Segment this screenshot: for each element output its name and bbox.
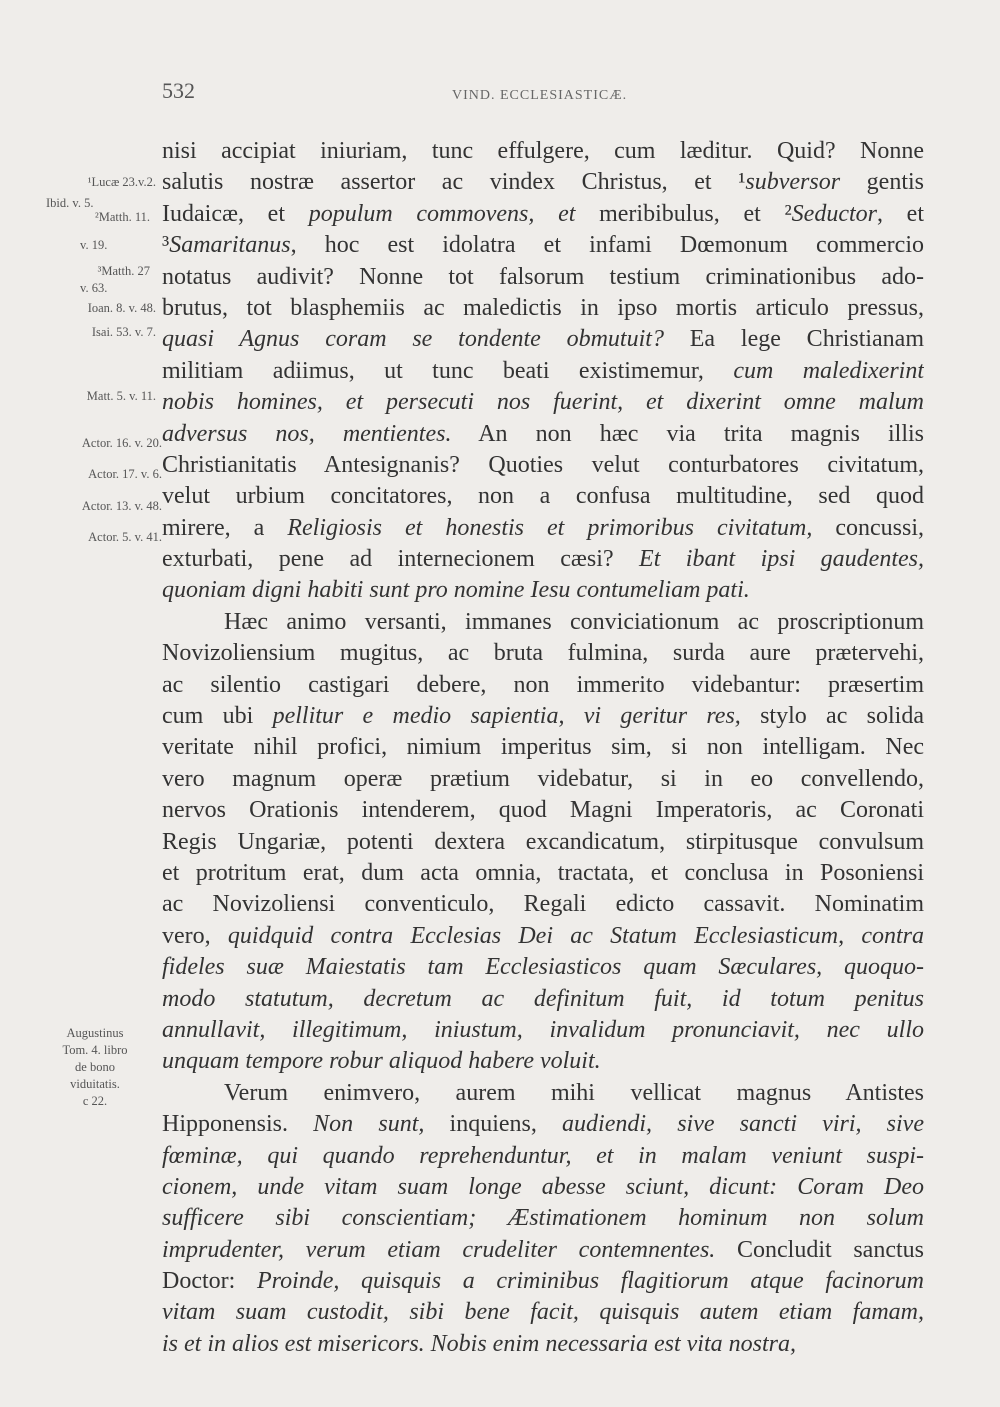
- text-line: [162, 1078, 924, 1109]
- italic-text: quoniam digni habiti sunt pro nomine Iesu contumeliam pati.: [162, 577, 750, 604]
- text-run: et protritum erat, dum acta omnia, tractata, et conclusa in Posoniensi: [162, 859, 924, 886]
- text-line: [162, 167, 924, 198]
- italic-text: Seductor: [791, 200, 877, 227]
- italic-text: subversor: [745, 169, 841, 196]
- margin-note: Matt. 5. v. 11.: [86, 389, 156, 403]
- text-run: gentis: [840, 169, 924, 196]
- margin-note: de bono: [75, 1060, 115, 1074]
- text-run: notatus audivit? Nonne tot falsorum testium criminationibus ado-: [162, 263, 924, 290]
- text-line: [162, 1015, 924, 1046]
- text-run: Hæc animo versanti, immanes conviciationum ac proscriptionum: [224, 608, 924, 635]
- italic-text: is et in alios est misericors. Nobis enim necessaria est vita nostra,: [162, 1330, 796, 1357]
- text-line: [162, 1266, 924, 1297]
- text-line: [162, 387, 924, 418]
- margin-note: ²Matth. 11.: [94, 210, 150, 224]
- text-run: Doctor:: [162, 1268, 257, 1295]
- italic-text: cum maledixerint: [733, 357, 924, 384]
- margin-note: Isai. 53. v. 7.: [91, 325, 156, 339]
- text-run: , hoc est idolatra et infami Dœmonum commercio: [290, 232, 924, 259]
- italic-text: fœminæ, qui quando reprehenduntur, et in malam veniunt suspi-: [162, 1142, 924, 1169]
- text-run: concussi,: [812, 514, 924, 541]
- text-line: [162, 450, 924, 481]
- margin-note: Actor. 5. v. 41.: [88, 530, 162, 544]
- text-run: stylo ac solida: [740, 703, 924, 730]
- text-run: Iudaicæ, et: [162, 200, 309, 227]
- italic-text: nobis homines, et persecuti nos fuerint, et dixerint omne malum: [162, 389, 924, 416]
- italic-text: audiendi, sive sancti viri, sive: [562, 1111, 924, 1138]
- text-line: [162, 262, 924, 293]
- text-run: militiam adiimus, ut tunc beati existimemur,: [162, 357, 734, 384]
- text-run: Concludit sanctus: [715, 1236, 924, 1263]
- text-line: [162, 199, 924, 230]
- text-run: salutis nostræ assertor ac vindex Christus, et ¹: [162, 169, 746, 196]
- text-run: Ea lege Christianam: [663, 326, 924, 353]
- text-run: veritate nihil profici, nimium imperitus sim, si non intelligam. Nec: [162, 734, 924, 761]
- text-line: [162, 544, 924, 575]
- text-run: brutus, tot blasphemiis ac maledictis in ipso mortis articulo pressus,: [162, 294, 924, 321]
- margin-note: Ioan. 8. v. 48.: [87, 301, 156, 315]
- margin-note: ³Matth. 27: [97, 264, 150, 278]
- italic-text: pellitur e medio sapientia, vi geritur res,: [272, 703, 741, 730]
- italic-text: imprudenter, verum etiam crudeliter contemnentes.: [162, 1236, 716, 1263]
- italic-text: sufficere sibi conscientiam; Æstimationem hominum non solum: [162, 1205, 924, 1232]
- page-number: 532: [162, 78, 195, 103]
- text-line: [162, 575, 924, 606]
- text-run: , et: [876, 200, 924, 227]
- text-line: [162, 481, 924, 512]
- text-run: Novizoliensium mugitus, ac bruta fulmina, surda aure prætervehi,: [162, 640, 924, 667]
- text-run: mirere, a: [162, 514, 288, 541]
- text-line: [162, 858, 924, 889]
- text-line: [162, 1046, 924, 1077]
- text-line: [162, 513, 924, 544]
- body-text: [162, 136, 924, 1360]
- text-line: [162, 984, 924, 1015]
- text-line: [162, 324, 924, 355]
- margin-note: Tom. 4. libro: [62, 1043, 128, 1057]
- text-line: [162, 1235, 924, 1266]
- text-line: [162, 419, 924, 450]
- italic-text: quidquid contra Ecclesias Dei ac Statum Ecclesiasticum, contra: [227, 922, 924, 949]
- text-line: [162, 827, 924, 858]
- italic-text: fideles suæ Maiestatis tam Ecclesiasticos quam Sæculares, quoquo-: [162, 954, 924, 981]
- italic-text: Non sunt,: [313, 1111, 425, 1138]
- text-run: ac silentio castigari debere, non immerito videbantur: præsertim: [162, 671, 924, 698]
- italic-text: unquam tempore robur aliquod habere voluit.: [162, 1048, 601, 1075]
- text-line: [162, 1141, 924, 1172]
- text-line: [162, 1203, 924, 1234]
- italic-text: quasi Agnus coram se tondente obmutuit?: [162, 326, 664, 353]
- text-line: [162, 921, 924, 952]
- margin-note: Actor. 16. v. 20.: [81, 436, 162, 450]
- text-run: ³: [162, 232, 170, 259]
- margin-note: Actor. 13. v. 48.: [81, 499, 162, 513]
- text-line: [162, 607, 924, 638]
- margin-note: ¹Lucæ 23.v.2.: [87, 175, 156, 189]
- italic-text: Samaritanus: [169, 232, 291, 259]
- text-line: [162, 1109, 924, 1140]
- text-run: nisi accipiat iniuriam, tunc effulgere, cum læditur. Quid? Nonne: [162, 138, 924, 164]
- italic-text: Et ibant ipsi gaudentes,: [639, 546, 924, 573]
- text-line: [162, 701, 924, 732]
- italic-text: modo statutum, decretum ac definitum fuit, id totum penitus: [162, 985, 924, 1012]
- text-line: [162, 1172, 924, 1203]
- text-line: [162, 1329, 924, 1360]
- text-run: Verum enimvero, aurem mihi vellicat magnus Antistes: [224, 1079, 924, 1106]
- italic-text: populum commovens, et: [308, 200, 576, 227]
- text-run: meribibulus, et ²: [575, 200, 792, 227]
- italic-text: Religiosis et honestis et primoribus civitatum,: [287, 514, 813, 541]
- text-line: [162, 795, 924, 826]
- text-run: Regis Ungariæ, potenti dextera excandicatum, stirpitusque convulsum: [162, 828, 924, 855]
- text-run: vero magnum operæ prætium videbatur, si in eo convellendo,: [162, 765, 924, 792]
- text-line: [162, 764, 924, 795]
- text-line: [162, 889, 924, 920]
- margin-note: Augustinus: [66, 1026, 124, 1040]
- text-line: [162, 1297, 924, 1328]
- margin-note: c 22.: [82, 1094, 108, 1108]
- text-run: ac Novizoliensi conventiculo, Regali edicto cassavit. Nominatim: [162, 891, 924, 918]
- margin-note: viduitatis.: [70, 1077, 120, 1091]
- italic-text: Proinde, quisquis a criminibus flagitiorum atque facinorum: [256, 1268, 924, 1295]
- text-line: [162, 732, 924, 763]
- italic-text: cionem, unde vitam suam longe abesse sciunt, dicunt: Coram Deo: [162, 1173, 924, 1200]
- text-run: exturbati, pene ad internecionem cæsi?: [162, 546, 640, 573]
- margin-note: v. 63.: [80, 281, 108, 295]
- italic-text: adversus nos, mentientes.: [162, 420, 452, 447]
- text-line: [162, 670, 924, 701]
- margin-note: v. 19.: [80, 238, 108, 252]
- text-run: Hipponensis.: [162, 1111, 314, 1138]
- text-run: nervos Orationis intenderem, quod Magni Imperatoris, ac Coronati: [162, 797, 924, 824]
- text-line: [162, 230, 924, 261]
- running-title: VIND. ECCLESIASTICÆ.: [452, 88, 628, 103]
- text-run: Christianitatis Antesignanis? Quoties velut conturbatores civitatum,: [162, 451, 924, 478]
- text-run: An non hæc via trita magnis illis: [451, 420, 924, 447]
- text-line: [162, 638, 924, 669]
- text-run: cum ubi: [162, 703, 273, 730]
- text-line: [162, 293, 924, 324]
- text-run: vero,: [162, 922, 228, 949]
- text-line: [162, 356, 924, 387]
- italic-text: annullavit, illegitimum, iniustum, invalidum pronunciavit, nec ullo: [162, 1016, 924, 1043]
- text-run: velut urbium concitatores, non a confusa multitudine, sed quod: [162, 483, 924, 510]
- text-run: inquiens,: [424, 1111, 563, 1138]
- text-line: [162, 952, 924, 983]
- italic-text: vitam suam custodit, sibi bene facit, quisquis autem etiam famam,: [162, 1299, 924, 1326]
- margin-note: Actor. 17. v. 6.: [88, 467, 162, 481]
- margin-note: Ibid. v. 5.: [46, 196, 94, 210]
- text-line: [162, 136, 924, 167]
